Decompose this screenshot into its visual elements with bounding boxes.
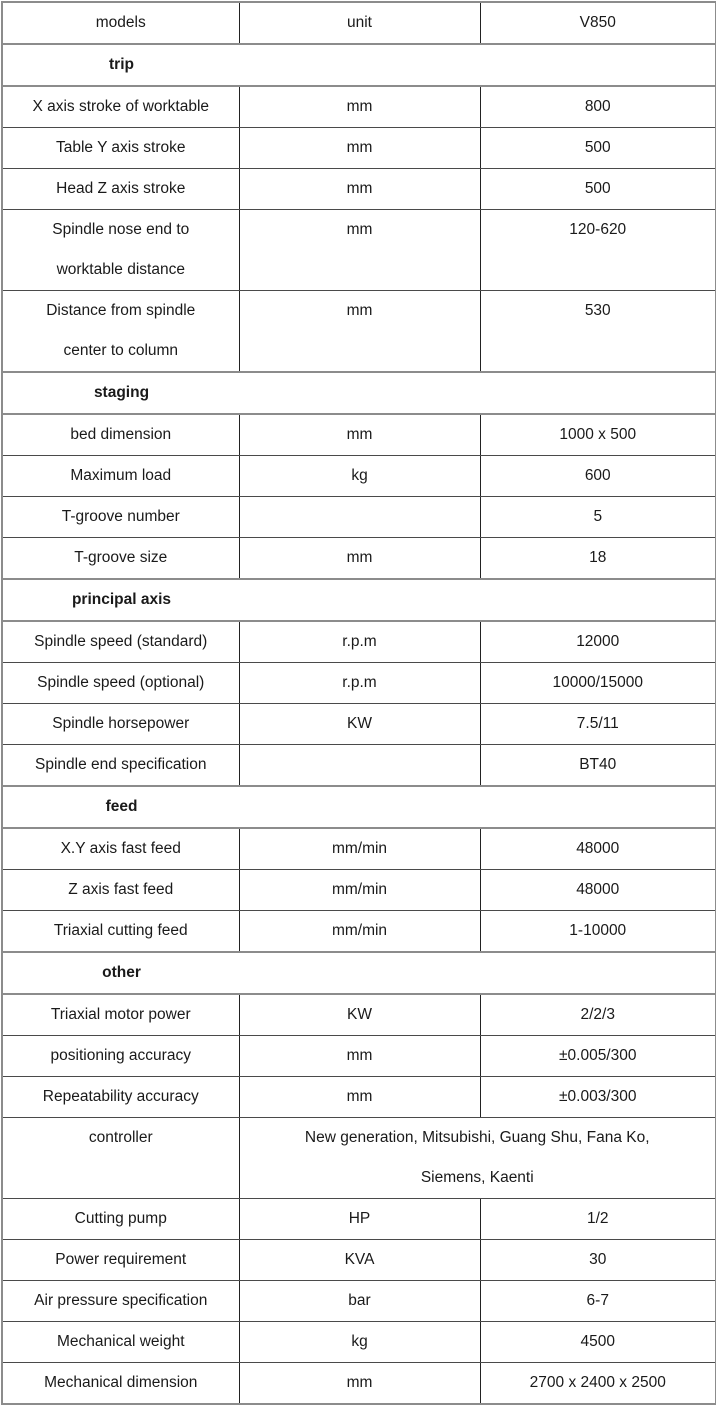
row-unit: kg [239, 456, 480, 497]
row-label: controller [2, 1118, 239, 1199]
section-row [2, 579, 716, 621]
table-row [2, 828, 716, 870]
row-unit: mm/min [239, 870, 480, 911]
row-label [2, 291, 239, 373]
row-label: Maximum load [2, 456, 239, 497]
section-label: principal axis [71, 591, 172, 608]
row-value: 1000 x 500 [480, 414, 716, 456]
row-label-line: Distance from spindle [46, 302, 196, 319]
row-value: 600 [480, 456, 716, 497]
table-row [2, 291, 716, 373]
row-label: Power requirement [2, 1240, 239, 1281]
row-unit: unit [239, 2, 480, 44]
row-value: 48000 [480, 870, 716, 911]
row-label: Spindle speed (optional) [2, 663, 239, 704]
row-unit: mm [239, 1363, 480, 1405]
row-unit: mm [239, 128, 480, 169]
table-row [2, 1240, 716, 1281]
row-label: Triaxial cutting feed [2, 911, 239, 953]
row-value: ±0.005/300 [480, 1036, 716, 1077]
row-unit: HP [239, 1199, 480, 1240]
row-label: T-groove size [2, 538, 239, 580]
section-cell [2, 372, 716, 414]
row-unit: mm [239, 538, 480, 580]
row-unit: mm [239, 291, 480, 373]
section-row [2, 952, 716, 994]
section-row [2, 44, 716, 86]
row-unit: mm [239, 1036, 480, 1077]
row-value: 6-7 [480, 1281, 716, 1322]
row-unit: mm [239, 414, 480, 456]
row-value: 500 [480, 128, 716, 169]
row-value: 2/2/3 [480, 994, 716, 1036]
row-value: 5 [480, 497, 716, 538]
table-row [2, 497, 716, 538]
row-unit: mm [239, 169, 480, 210]
row-unit: r.p.m [239, 621, 480, 663]
row-label: Spindle end specification [2, 745, 239, 787]
table-row [2, 1322, 716, 1363]
row-value: 530 [480, 291, 716, 373]
section-label: other [102, 964, 141, 981]
row-value: 30 [480, 1240, 716, 1281]
row-unit: bar [239, 1281, 480, 1322]
row-value: V850 [480, 2, 716, 44]
section-label: feed [105, 798, 138, 815]
row-value: ±0.003/300 [480, 1077, 716, 1118]
row-unit: mm [239, 1077, 480, 1118]
spec-table [1, 1, 716, 1405]
row-value: 4500 [480, 1322, 716, 1363]
row-label: T-groove number [2, 497, 239, 538]
row-value-line: Siemens, Kaenti [420, 1169, 534, 1186]
row-unit: mm/min [239, 911, 480, 953]
table-row [2, 538, 716, 580]
row-value: 800 [480, 86, 716, 128]
table-row [2, 1199, 716, 1240]
section-label: trip [109, 56, 134, 73]
row-label: Mechanical dimension [2, 1363, 239, 1405]
row-label: X.Y axis fast feed [2, 828, 239, 870]
table-row [2, 1036, 716, 1077]
section-cell [2, 579, 716, 621]
row-label-line: center to column [63, 342, 179, 359]
row-label: Spindle speed (standard) [2, 621, 239, 663]
row-unit [239, 497, 480, 538]
table-row [2, 621, 716, 663]
table-row [2, 870, 716, 911]
row-label: Cutting pump [2, 1199, 239, 1240]
row-label: Triaxial motor power [2, 994, 239, 1036]
table-row [2, 994, 716, 1036]
table-row [2, 2, 716, 44]
section-cell [2, 786, 716, 828]
row-label: bed dimension [2, 414, 239, 456]
table-row [2, 169, 716, 210]
row-value: 1-10000 [480, 911, 716, 953]
section-row [2, 372, 716, 414]
row-label: Z axis fast feed [2, 870, 239, 911]
row-label: Table Y axis stroke [2, 128, 239, 169]
row-value: 48000 [480, 828, 716, 870]
row-value: 18 [480, 538, 716, 580]
row-unit: mm/min [239, 828, 480, 870]
table-row [2, 704, 716, 745]
table-row [2, 414, 716, 456]
table-row [2, 911, 716, 953]
row-unit: kg [239, 1322, 480, 1363]
section-cell [2, 44, 716, 86]
table-row [2, 1077, 716, 1118]
row-unit [239, 745, 480, 787]
section-cell [2, 952, 716, 994]
row-unit: KW [239, 704, 480, 745]
table-row [2, 745, 716, 787]
section-row [2, 786, 716, 828]
row-value: 1/2 [480, 1199, 716, 1240]
spec-table-body [2, 2, 716, 1404]
row-value: 10000/15000 [480, 663, 716, 704]
row-value: 12000 [480, 621, 716, 663]
row-unit: mm [239, 210, 480, 291]
row-unit: r.p.m [239, 663, 480, 704]
row-value [239, 1118, 716, 1199]
row-unit: KW [239, 994, 480, 1036]
row-label: Repeatability accuracy [2, 1077, 239, 1118]
section-label: staging [93, 384, 150, 401]
row-label: models [2, 2, 239, 44]
table-row [2, 456, 716, 497]
table-row [2, 1363, 716, 1405]
row-value: 500 [480, 169, 716, 210]
row-label: Air pressure specification [2, 1281, 239, 1322]
row-label: positioning accuracy [2, 1036, 239, 1077]
row-value: 120-620 [480, 210, 716, 291]
table-row [2, 1281, 716, 1322]
table-row [2, 663, 716, 704]
row-label: Spindle horsepower [2, 704, 239, 745]
table-row [2, 86, 716, 128]
row-label: X axis stroke of worktable [2, 86, 239, 128]
row-value: BT40 [480, 745, 716, 787]
row-unit: mm [239, 86, 480, 128]
table-row [2, 1118, 716, 1199]
row-label: Head Z axis stroke [2, 169, 239, 210]
row-label [2, 210, 239, 291]
table-row [2, 128, 716, 169]
row-label-line: Spindle nose end to [52, 221, 190, 238]
row-value-line: New generation, Mitsubishi, Guang Shu, Fana Ko, [304, 1129, 650, 1146]
row-label-line: worktable distance [56, 261, 185, 278]
row-unit: KVA [239, 1240, 480, 1281]
row-label: Mechanical weight [2, 1322, 239, 1363]
row-value: 2700 x 2400 x 2500 [480, 1363, 716, 1405]
row-value: 7.5/11 [480, 704, 716, 745]
table-row [2, 210, 716, 291]
